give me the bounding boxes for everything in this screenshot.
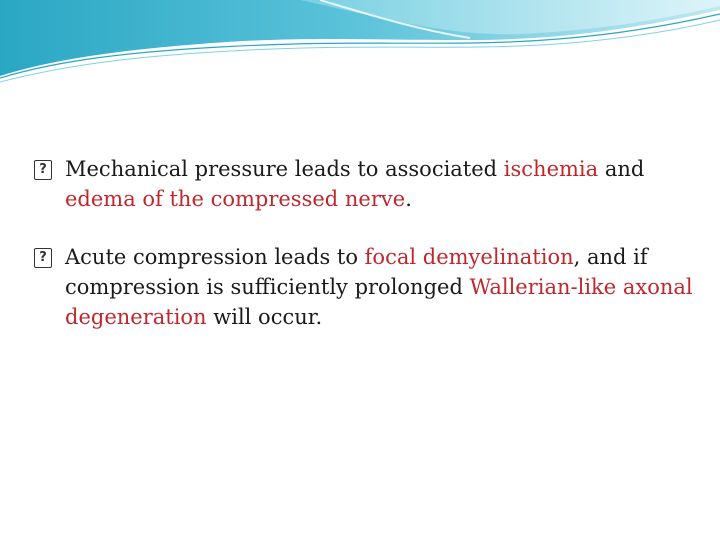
header-wave-decoration (0, 0, 720, 90)
highlight-term: focal demyelination (364, 245, 574, 269)
slide-body (34, 154, 694, 360)
highlight-term: ischemia (503, 157, 599, 181)
highlight-term: Wallerian-like axonal degeneration (65, 275, 693, 329)
bullet-text-0: Mechanical pressure leads to associated ischemia and edema of the compressed nerve. (65, 157, 645, 211)
bullet-item (34, 242, 694, 332)
missing-glyph-icon (34, 248, 52, 268)
highlight-term: edema of the compressed nerve (65, 187, 406, 211)
bullet-item (34, 154, 694, 214)
bullet-text-1: Acute compression leads to focal demyelination, and if compression is sufficiently prolonged Wallerian-like axonal degeneration will occur. (65, 245, 693, 329)
missing-glyph-icon (34, 160, 52, 180)
